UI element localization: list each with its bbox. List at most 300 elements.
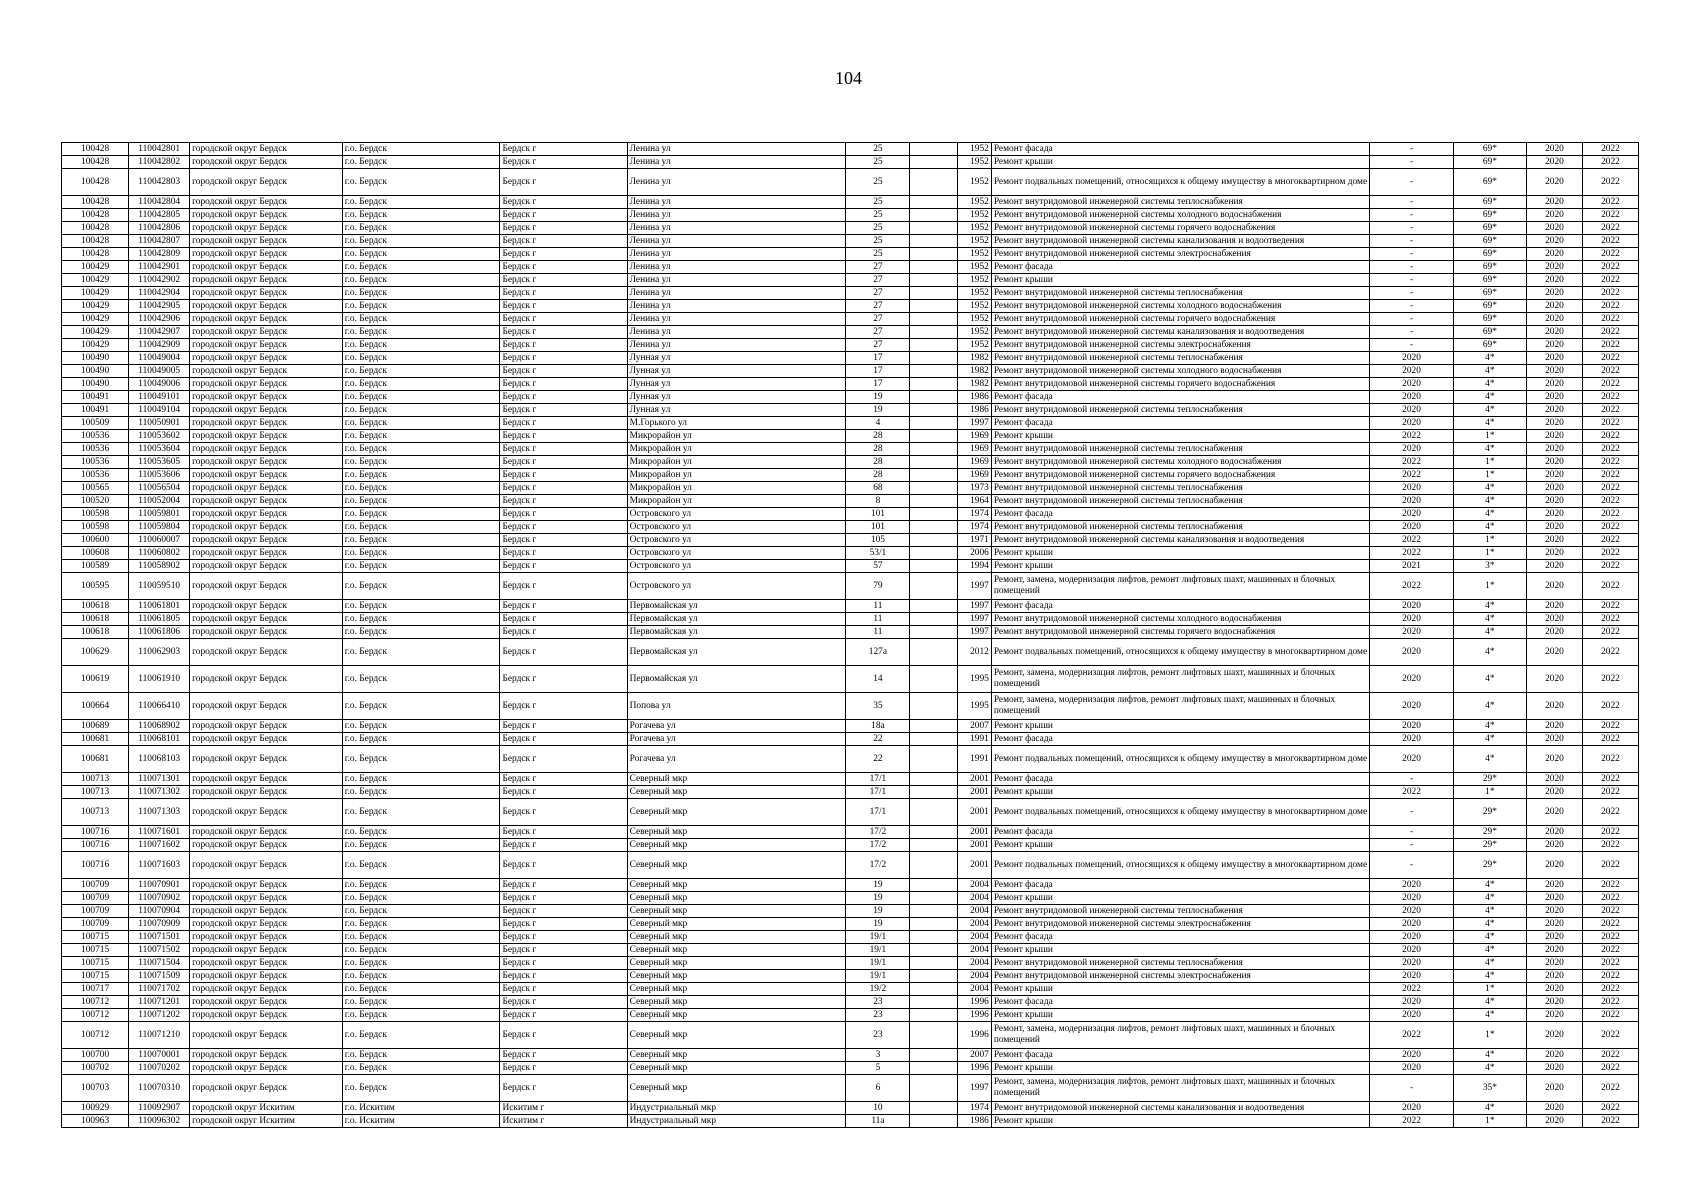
cell-year-built: 2004 (958, 957, 992, 970)
cell-work-id: 110096302 (129, 1115, 190, 1128)
cell-period-end: 2022 (1582, 248, 1638, 261)
cell-locality: Бердск г (500, 600, 627, 613)
cell-work-id: 110071509 (129, 970, 190, 983)
cell-work-id: 110071504 (129, 957, 190, 970)
cell-work-id: 110071601 (129, 826, 190, 839)
cell-period-start: 2020 (1526, 248, 1582, 261)
cell-work-id: 110070001 (129, 1049, 190, 1062)
table-row (62, 248, 1639, 261)
cell-house-number: 19/1 (846, 944, 910, 957)
cell-building (910, 639, 958, 666)
cell-house-number: 28 (846, 456, 910, 469)
cell-building (910, 169, 958, 196)
cell-period-start: 2020 (1526, 1115, 1582, 1128)
cell-house-id: 100565 (62, 482, 129, 495)
cell-settlement: г.о. Бердск (342, 996, 500, 1009)
cell-street: Микрорайон ул (627, 456, 846, 469)
cell-municipality: городской округ Бердск (190, 666, 343, 693)
cell-priority: 4* (1453, 1009, 1526, 1022)
cell-locality: Бердск г (500, 1009, 627, 1022)
cell-locality: Бердск г (500, 365, 627, 378)
cell-period-end: 2022 (1582, 996, 1638, 1009)
cell-house-id: 100681 (62, 733, 129, 746)
cell-settlement: г.о. Бердск (342, 156, 500, 169)
cell-work-type: Ремонт крыши (991, 839, 1369, 852)
cell-work-id: 110049101 (129, 391, 190, 404)
cell-locality: Бердск г (500, 274, 627, 287)
cell-period-end: 2022 (1582, 534, 1638, 547)
cell-work-id: 110062903 (129, 639, 190, 666)
cell-settlement: г.о. Бердск (342, 261, 500, 274)
cell-year-built: 1997 (958, 1075, 992, 1102)
cell-plan-year: 2022 (1370, 456, 1453, 469)
cell-period-start: 2020 (1526, 482, 1582, 495)
cell-settlement: г.о. Бердск (342, 773, 500, 786)
cell-house-number: 25 (846, 169, 910, 196)
cell-house-number: 14 (846, 666, 910, 693)
cell-locality: Бердск г (500, 905, 627, 918)
cell-street: Ленина ул (627, 261, 846, 274)
cell-period-end: 2022 (1582, 799, 1638, 826)
cell-municipality: городской округ Бердск (190, 799, 343, 826)
cell-locality: Бердск г (500, 378, 627, 391)
cell-street: Островского ул (627, 521, 846, 534)
cell-period-start: 2020 (1526, 1075, 1582, 1102)
cell-period-end: 2022 (1582, 1115, 1638, 1128)
cell-year-built: 2004 (958, 944, 992, 957)
cell-priority: 1* (1453, 1022, 1526, 1049)
cell-plan-year: - (1370, 248, 1453, 261)
cell-priority: 69* (1453, 274, 1526, 287)
cell-priority: 4* (1453, 1049, 1526, 1062)
cell-plan-year: - (1370, 839, 1453, 852)
cell-work-type: Ремонт внутридомовой инженерной системы теплоснабжения (991, 482, 1369, 495)
cell-street: Островского ул (627, 573, 846, 600)
cell-period-start: 2020 (1526, 1049, 1582, 1062)
cell-house-id: 100716 (62, 826, 129, 839)
cell-street: Микрорайон ул (627, 495, 846, 508)
cell-work-id: 110049004 (129, 352, 190, 365)
cell-locality: Бердск г (500, 404, 627, 417)
cell-settlement: г.о. Бердск (342, 639, 500, 666)
cell-building (910, 626, 958, 639)
cell-plan-year: - (1370, 852, 1453, 879)
cell-period-end: 2022 (1582, 746, 1638, 773)
cell-work-type: Ремонт внутридомовой инженерной системы канализования и водоотведения (991, 326, 1369, 339)
cell-work-type: Ремонт внутридомовой инженерной системы канализования и водоотведения (991, 235, 1369, 248)
cell-period-start: 2020 (1526, 996, 1582, 1009)
cell-settlement: г.о. Бердск (342, 274, 500, 287)
table-row (62, 1062, 1639, 1075)
table-row (62, 391, 1639, 404)
cell-year-built: 1997 (958, 600, 992, 613)
cell-period-start: 2020 (1526, 274, 1582, 287)
cell-house-id: 100429 (62, 287, 129, 300)
cell-plan-year: 2020 (1370, 404, 1453, 417)
cell-house-id: 100429 (62, 339, 129, 352)
cell-year-built: 2004 (958, 931, 992, 944)
cell-period-start: 2020 (1526, 573, 1582, 600)
cell-period-end: 2022 (1582, 430, 1638, 443)
cell-settlement: г.о. Искитим (342, 1102, 500, 1115)
cell-municipality: городской округ Бердск (190, 970, 343, 983)
cell-building (910, 508, 958, 521)
cell-house-id: 100715 (62, 970, 129, 983)
cell-settlement: г.о. Бердск (342, 786, 500, 799)
cell-year-built: 1952 (958, 156, 992, 169)
cell-plan-year: - (1370, 339, 1453, 352)
cell-building (910, 1102, 958, 1115)
cell-locality: Бердск г (500, 1075, 627, 1102)
cell-period-end: 2022 (1582, 970, 1638, 983)
cell-period-start: 2020 (1526, 1009, 1582, 1022)
cell-municipality: городской округ Бердск (190, 169, 343, 196)
cell-year-built: 2004 (958, 983, 992, 996)
cell-locality: Бердск г (500, 222, 627, 235)
cell-period-end: 2022 (1582, 918, 1638, 931)
cell-settlement: г.о. Бердск (342, 287, 500, 300)
cell-municipality: городской округ Бердск (190, 639, 343, 666)
cell-locality: Бердск г (500, 156, 627, 169)
cell-house-number: 19/1 (846, 970, 910, 983)
table-row (62, 852, 1639, 879)
cell-year-built: 1991 (958, 746, 992, 773)
cell-period-start: 2020 (1526, 639, 1582, 666)
cell-work-id: 110042901 (129, 261, 190, 274)
cell-period-end: 2022 (1582, 235, 1638, 248)
table-row (62, 143, 1639, 156)
cell-priority: 4* (1453, 352, 1526, 365)
cell-work-type: Ремонт внутридомовой инженерной системы теплоснабжения (991, 957, 1369, 970)
cell-work-type: Ремонт внутридомовой инженерной системы теплоснабжения (991, 443, 1369, 456)
cell-work-id: 110042802 (129, 156, 190, 169)
cell-year-built: 1996 (958, 1022, 992, 1049)
cell-house-id: 100702 (62, 1062, 129, 1075)
cell-priority: 4* (1453, 482, 1526, 495)
cell-plan-year: 2020 (1370, 996, 1453, 1009)
cell-settlement: г.о. Бердск (342, 799, 500, 826)
cell-street: Рогачева ул (627, 746, 846, 773)
cell-house-number: 10 (846, 1102, 910, 1115)
cell-locality: Бердск г (500, 300, 627, 313)
cell-priority: 4* (1453, 733, 1526, 746)
cell-plan-year: 2022 (1370, 534, 1453, 547)
cell-street: Ленина ул (627, 235, 846, 248)
cell-plan-year: - (1370, 209, 1453, 222)
cell-plan-year: 2020 (1370, 626, 1453, 639)
cell-work-id: 110042809 (129, 248, 190, 261)
cell-municipality: городской округ Бердск (190, 905, 343, 918)
cell-year-built: 1964 (958, 495, 992, 508)
cell-period-start: 2020 (1526, 196, 1582, 209)
cell-locality: Бердск г (500, 261, 627, 274)
cell-period-start: 2020 (1526, 209, 1582, 222)
cell-settlement: г.о. Бердск (342, 248, 500, 261)
cell-period-end: 2022 (1582, 482, 1638, 495)
cell-house-number: 27 (846, 300, 910, 313)
cell-house-number: 19 (846, 905, 910, 918)
cell-plan-year: - (1370, 274, 1453, 287)
cell-building (910, 352, 958, 365)
cell-work-id: 110042905 (129, 300, 190, 313)
cell-municipality: городской округ Бердск (190, 786, 343, 799)
cell-period-end: 2022 (1582, 826, 1638, 839)
cell-locality: Бердск г (500, 456, 627, 469)
cell-period-end: 2022 (1582, 521, 1638, 534)
cell-period-end: 2022 (1582, 957, 1638, 970)
cell-period-start: 2020 (1526, 944, 1582, 957)
cell-work-id: 110068902 (129, 720, 190, 733)
cell-period-end: 2022 (1582, 879, 1638, 892)
cell-building (910, 892, 958, 905)
table-row (62, 169, 1639, 196)
cell-building (910, 156, 958, 169)
cell-settlement: г.о. Бердск (342, 209, 500, 222)
cell-period-start: 2020 (1526, 720, 1582, 733)
cell-settlement: г.о. Бердск (342, 495, 500, 508)
cell-period-start: 2020 (1526, 773, 1582, 786)
cell-period-start: 2020 (1526, 443, 1582, 456)
cell-municipality: городской округ Бердск (190, 443, 343, 456)
cell-period-start: 2020 (1526, 746, 1582, 773)
cell-street: Индустриальный мкр (627, 1115, 846, 1128)
cell-locality: Бердск г (500, 469, 627, 482)
cell-locality: Бердск г (500, 879, 627, 892)
cell-locality: Бердск г (500, 931, 627, 944)
cell-house-id: 100509 (62, 417, 129, 430)
cell-building (910, 235, 958, 248)
cell-period-end: 2022 (1582, 573, 1638, 600)
cell-work-type: Ремонт внутридомовой инженерной системы холодного водоснабжения (991, 300, 1369, 313)
cell-work-id: 110060802 (129, 547, 190, 560)
cell-municipality: городской округ Бердск (190, 996, 343, 1009)
cell-period-start: 2020 (1526, 600, 1582, 613)
cell-house-number: 17 (846, 352, 910, 365)
cell-work-id: 110042805 (129, 209, 190, 222)
cell-priority: 69* (1453, 300, 1526, 313)
cell-house-id: 100490 (62, 365, 129, 378)
cell-building (910, 931, 958, 944)
cell-period-end: 2022 (1582, 378, 1638, 391)
cell-locality: Бердск г (500, 430, 627, 443)
cell-locality: Бердск г (500, 143, 627, 156)
cell-plan-year: - (1370, 235, 1453, 248)
cell-house-number: 19/1 (846, 957, 910, 970)
cell-period-start: 2020 (1526, 626, 1582, 639)
cell-year-built: 1997 (958, 613, 992, 626)
table-row (62, 746, 1639, 773)
cell-locality: Бердск г (500, 391, 627, 404)
cell-priority: 69* (1453, 209, 1526, 222)
cell-building (910, 391, 958, 404)
cell-locality: Бердск г (500, 1062, 627, 1075)
cell-house-id: 100598 (62, 521, 129, 534)
cell-street: Ленина ул (627, 274, 846, 287)
cell-plan-year: 2020 (1370, 508, 1453, 521)
cell-plan-year: 2020 (1370, 495, 1453, 508)
cell-settlement: г.о. Бердск (342, 733, 500, 746)
cell-locality: Бердск г (500, 482, 627, 495)
cell-municipality: городской округ Бердск (190, 456, 343, 469)
cell-year-built: 1996 (958, 1009, 992, 1022)
cell-period-start: 2020 (1526, 404, 1582, 417)
table-row (62, 352, 1639, 365)
cell-work-type: Ремонт крыши (991, 547, 1369, 560)
cell-building (910, 996, 958, 1009)
cell-work-id: 110092907 (129, 1102, 190, 1115)
cell-year-built: 2012 (958, 639, 992, 666)
cell-house-number: 17/1 (846, 799, 910, 826)
cell-period-start: 2020 (1526, 417, 1582, 430)
cell-work-id: 110070202 (129, 1062, 190, 1075)
cell-year-built: 1952 (958, 274, 992, 287)
cell-street: Первомайская ул (627, 626, 846, 639)
cell-street: Северный мкр (627, 799, 846, 826)
cell-settlement: г.о. Бердск (342, 143, 500, 156)
cell-locality: Искитим г (500, 1115, 627, 1128)
cell-work-type: Ремонт, замена, модернизация лифтов, ремонт лифтовых шахт, машинных и блочных помещений (991, 573, 1369, 600)
cell-settlement: г.о. Бердск (342, 378, 500, 391)
cell-locality: Бердск г (500, 1049, 627, 1062)
cell-period-start: 2020 (1526, 879, 1582, 892)
cell-building (910, 970, 958, 983)
cell-settlement: г.о. Бердск (342, 666, 500, 693)
cell-locality: Бердск г (500, 339, 627, 352)
cell-period-end: 2022 (1582, 1102, 1638, 1115)
cell-settlement: г.о. Бердск (342, 235, 500, 248)
cell-work-type: Ремонт внутридомовой инженерной системы электроснабжения (991, 248, 1369, 261)
cell-work-type: Ремонт фасада (991, 417, 1369, 430)
cell-work-id: 110070909 (129, 918, 190, 931)
cell-building (910, 1049, 958, 1062)
cell-work-id: 110042909 (129, 339, 190, 352)
cell-street: Северный мкр (627, 905, 846, 918)
cell-work-id: 110050901 (129, 417, 190, 430)
cell-house-id: 100618 (62, 626, 129, 639)
cell-municipality: городской округ Бердск (190, 365, 343, 378)
cell-plan-year: - (1370, 196, 1453, 209)
cell-municipality: городской округ Бердск (190, 1009, 343, 1022)
cell-locality: Бердск г (500, 799, 627, 826)
cell-municipality: городской округ Бердск (190, 156, 343, 169)
cell-house-id: 100716 (62, 852, 129, 879)
cell-building (910, 852, 958, 879)
cell-period-start: 2020 (1526, 222, 1582, 235)
cell-year-built: 1952 (958, 339, 992, 352)
cell-house-number: 28 (846, 469, 910, 482)
cell-priority: 4* (1453, 693, 1526, 720)
cell-priority: 4* (1453, 613, 1526, 626)
cell-building (910, 983, 958, 996)
cell-house-number: 57 (846, 560, 910, 573)
cell-work-type: Ремонт подвальных помещений, относящихся к общему имуществу в многоквартирном доме (991, 639, 1369, 666)
cell-plan-year: - (1370, 287, 1453, 300)
cell-municipality: городской округ Бердск (190, 693, 343, 720)
cell-house-number: 25 (846, 156, 910, 169)
cell-house-number: 6 (846, 1075, 910, 1102)
cell-house-id: 100618 (62, 600, 129, 613)
cell-locality: Бердск г (500, 313, 627, 326)
cell-house-id: 100700 (62, 1049, 129, 1062)
cell-street: Северный мкр (627, 944, 846, 957)
cell-period-start: 2020 (1526, 352, 1582, 365)
cell-house-id: 100715 (62, 931, 129, 944)
cell-work-id: 110056504 (129, 482, 190, 495)
cell-period-start: 2020 (1526, 666, 1582, 693)
cell-house-id: 100712 (62, 1009, 129, 1022)
cell-street: Ленина ул (627, 143, 846, 156)
cell-priority: 69* (1453, 313, 1526, 326)
cell-street: Попова ул (627, 693, 846, 720)
cell-work-type: Ремонт внутридомовой инженерной системы холодного водоснабжения (991, 365, 1369, 378)
cell-locality: Бердск г (500, 786, 627, 799)
cell-municipality: городской округ Бердск (190, 508, 343, 521)
cell-period-end: 2022 (1582, 905, 1638, 918)
cell-street: Микрорайон ул (627, 430, 846, 443)
cell-priority: 4* (1453, 378, 1526, 391)
cell-period-start: 2020 (1526, 786, 1582, 799)
cell-work-type: Ремонт фасада (991, 391, 1369, 404)
cell-work-id: 110071210 (129, 1022, 190, 1049)
cell-building (910, 287, 958, 300)
cell-house-number: 17 (846, 365, 910, 378)
cell-house-number: 17 (846, 378, 910, 391)
cell-period-end: 2022 (1582, 733, 1638, 746)
cell-street: Лунная ул (627, 365, 846, 378)
cell-priority: 4* (1453, 443, 1526, 456)
cell-work-id: 110071502 (129, 944, 190, 957)
cell-house-id: 100491 (62, 404, 129, 417)
cell-period-end: 2022 (1582, 786, 1638, 799)
cell-municipality: городской округ Бердск (190, 957, 343, 970)
cell-building (910, 560, 958, 573)
cell-municipality: городской округ Бердск (190, 573, 343, 600)
cell-settlement: г.о. Бердск (342, 1049, 500, 1062)
cell-plan-year: 2020 (1370, 720, 1453, 733)
cell-house-number: 17/2 (846, 852, 910, 879)
cell-work-type: Ремонт крыши (991, 1009, 1369, 1022)
cell-year-built: 2001 (958, 852, 992, 879)
cell-building (910, 799, 958, 826)
cell-plan-year: 2020 (1370, 879, 1453, 892)
cell-period-start: 2020 (1526, 365, 1582, 378)
table-row (62, 639, 1639, 666)
cell-work-id: 110059801 (129, 508, 190, 521)
cell-period-start: 2020 (1526, 143, 1582, 156)
cell-house-number: 25 (846, 248, 910, 261)
cell-street: Островского ул (627, 547, 846, 560)
cell-house-number: 11 (846, 626, 910, 639)
cell-period-end: 2022 (1582, 391, 1638, 404)
cell-house-id: 100429 (62, 313, 129, 326)
cell-period-start: 2020 (1526, 693, 1582, 720)
cell-period-start: 2020 (1526, 1102, 1582, 1115)
cell-municipality: городской округ Бердск (190, 560, 343, 573)
cell-house-id: 100608 (62, 547, 129, 560)
cell-municipality: городской округ Бердск (190, 196, 343, 209)
cell-work-id: 110060007 (129, 534, 190, 547)
cell-municipality: городской округ Бердск (190, 826, 343, 839)
cell-work-id: 110071702 (129, 983, 190, 996)
cell-period-start: 2020 (1526, 235, 1582, 248)
cell-municipality: городской округ Бердск (190, 495, 343, 508)
cell-priority: 69* (1453, 196, 1526, 209)
cell-municipality: городской округ Бердск (190, 613, 343, 626)
cell-house-number: 25 (846, 209, 910, 222)
cell-year-built: 1982 (958, 352, 992, 365)
table-row (62, 879, 1639, 892)
cell-house-id: 100712 (62, 1022, 129, 1049)
